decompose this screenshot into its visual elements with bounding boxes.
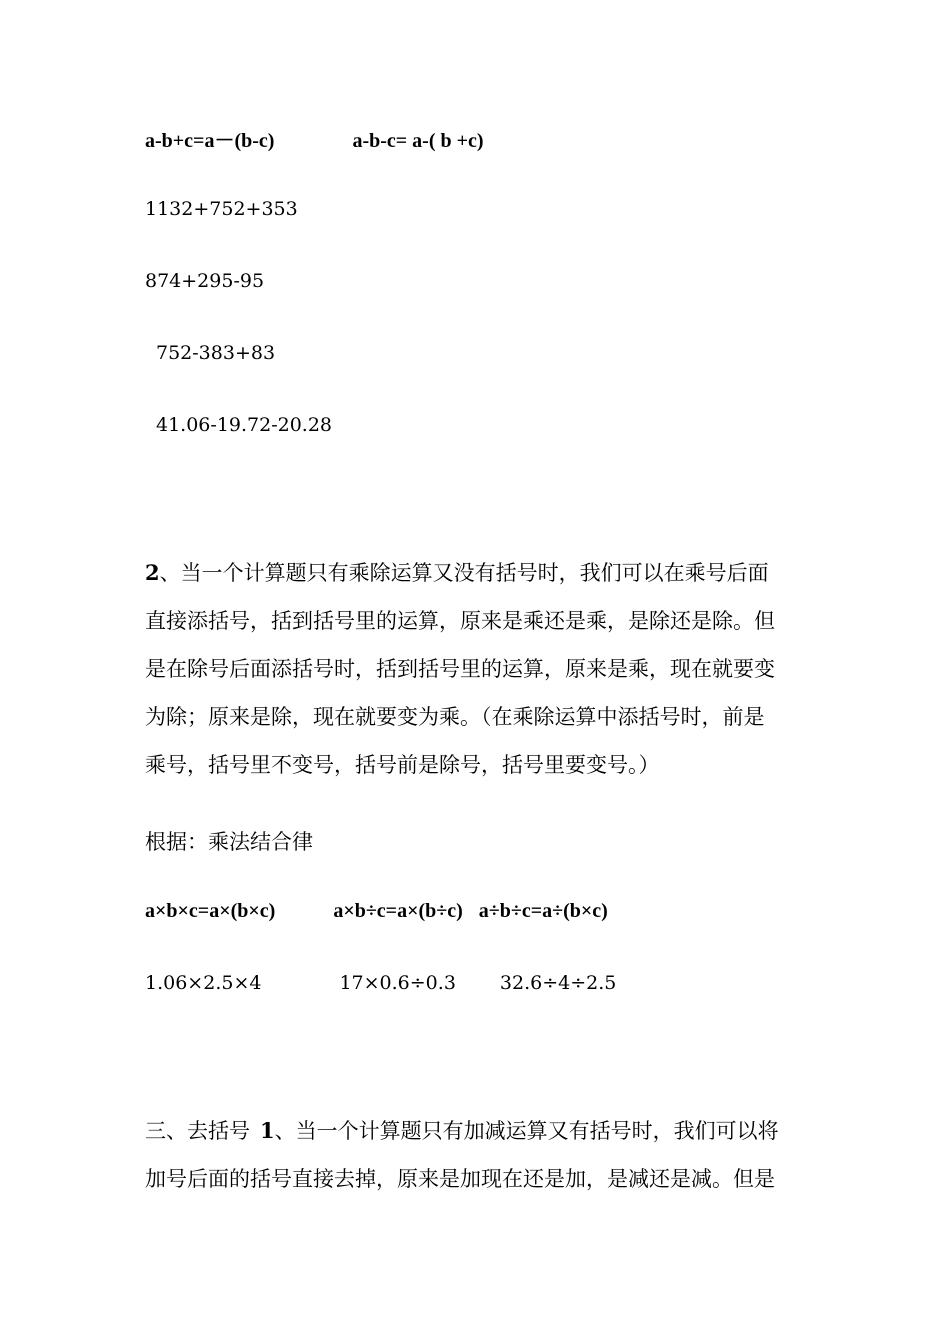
- exercise-1: 1132+752+353: [145, 198, 298, 220]
- section3-heading: 三、去括号: [145, 1119, 250, 1143]
- exercise-6: 17×0.6÷0.3: [339, 972, 456, 994]
- section2-line-1: [145, 557, 769, 587]
- formula-mul-div: a×b÷c=a×(b÷c): [333, 900, 463, 922]
- multiply-divide-formulas: [145, 900, 608, 923]
- exercise-4: 41.06-19.72-20.28: [156, 414, 333, 436]
- exercise-2: 874+295-95: [145, 270, 265, 292]
- exercise-7: 32.6÷4÷2.5: [499, 972, 617, 994]
- section3-line-1: [145, 1115, 779, 1145]
- formula-add-sub: a-b+c=a－(b-c): [145, 130, 275, 152]
- formula-div-div: a÷b÷c=a÷(b×c): [478, 900, 608, 922]
- exercise-5: 1.06×2.5×4: [145, 972, 262, 994]
- section2-number: 2: [145, 560, 160, 585]
- formula-mul-mul: a×b×c=a×(b×c): [145, 900, 276, 922]
- exercise-3: 752-383+83: [156, 342, 276, 364]
- section2-line-5: 乘号，括号里不变号，括号前是除号，括号里要变号。）: [145, 753, 660, 777]
- section2-text-1: 、当一个计算题只有乘除运算又没有括号时，我们可以在乘号后面: [159, 561, 769, 585]
- section2-line-4: 为除；原来是除，现在就要变为乘。（在乘除运算中添括号时，前是: [145, 705, 765, 729]
- add-subtract-formulas: [145, 124, 484, 153]
- section2-line-2: 直接添括号，括到括号里的运算，原来是乘还是乘，是除还是除。但: [145, 609, 775, 633]
- basis-label: 根据：乘法结合律: [145, 830, 313, 854]
- multiply-divide-exercises: [145, 972, 616, 994]
- formula-sub-sub: a-b-c= a-( b +c): [352, 130, 484, 152]
- section3-number: 1: [260, 1118, 275, 1143]
- section3-line-2: 加号后面的括号直接去掉，原来是加现在还是加，是减还是减。但是: [145, 1167, 775, 1191]
- section2-line-3: 是在除号后面添括号时，括到括号里的运算，原来是乘，现在就要变: [145, 657, 775, 681]
- section3-text-1: 、当一个计算题只有加减运算又有括号时，我们可以将: [274, 1119, 779, 1143]
